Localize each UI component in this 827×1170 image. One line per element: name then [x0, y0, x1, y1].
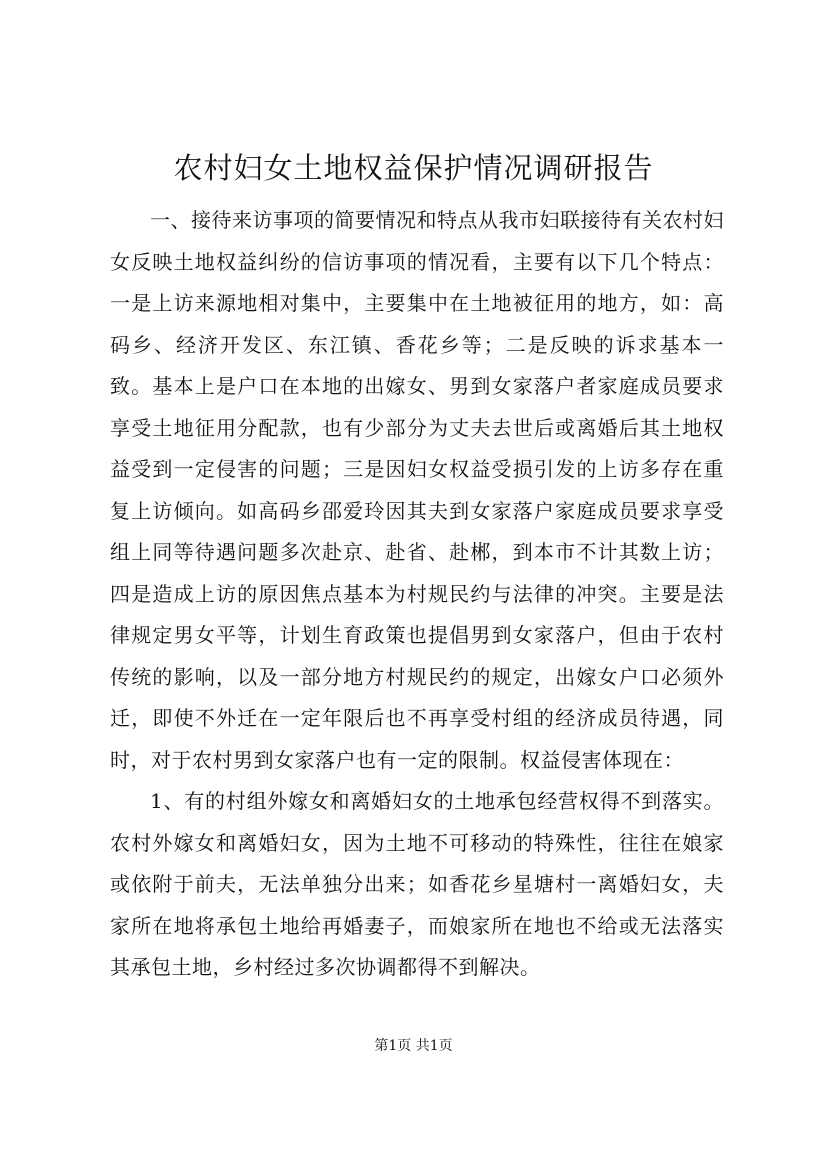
document-title: 农村妇女土地权益保护情况调研报告	[173, 151, 654, 185]
paragraph-1: 一、接待来访事项的简要情况和特点从我市妇联接待有关农村妇女反映土地权益纠纷的信访事项的情况看，主要有以下几个特点：一是上访来源地相对集中，主要集中在土地被征用的地方，如：高码乡、经济开发区、东江镇、香花乡等；二是反映的诉求基本一致。基本上是户口在本地的出嫁女、男到女家落户者家庭成员要求享受土地征用分配款，也有少部分为丈夫去世后或离婚后其土地权益受到一定侵害的问题；三是因妇女权益受损引发的上访多存在重复上访倾向。如高码乡邵爱玲因其夫到女家落户家庭成员要求享受组上同等待遇问题多次赴京、赴省、赴郴，到本市不计其数上访；四是造成上访的原因焦点基本为村规民约与法律的冲突。主要是法律规定男女平等，计划生育政策也提倡男到女家落户，但由于农村传统的影响，以及一部分地方村规民约的规定，出嫁女户口必须外迁，即使不外迁在一定年限后也不再享受村组的经济成员待遇，同时，对于农村男到女家落户也有一定的限制。权益侵害体现在：	[110, 208, 724, 772]
page-footer: 第1页 共1页	[374, 1038, 453, 1054]
document-body	[110, 200, 724, 989]
paragraph-2: 1、有的村组外嫁女和离婚妇女的土地承包经营权得不到落实。农村外嫁女和离婚妇女，因为土地不可移动的特殊性，往往在娘家或依附于前夫，无法单独分出来；如香花乡星塘村一离婚妇女，夫家所在地将承包土地给再婚妻子，而娘家所在地也不给或无法落实其承包土地，乡村经过多次协调都得不到解决。	[110, 789, 724, 979]
